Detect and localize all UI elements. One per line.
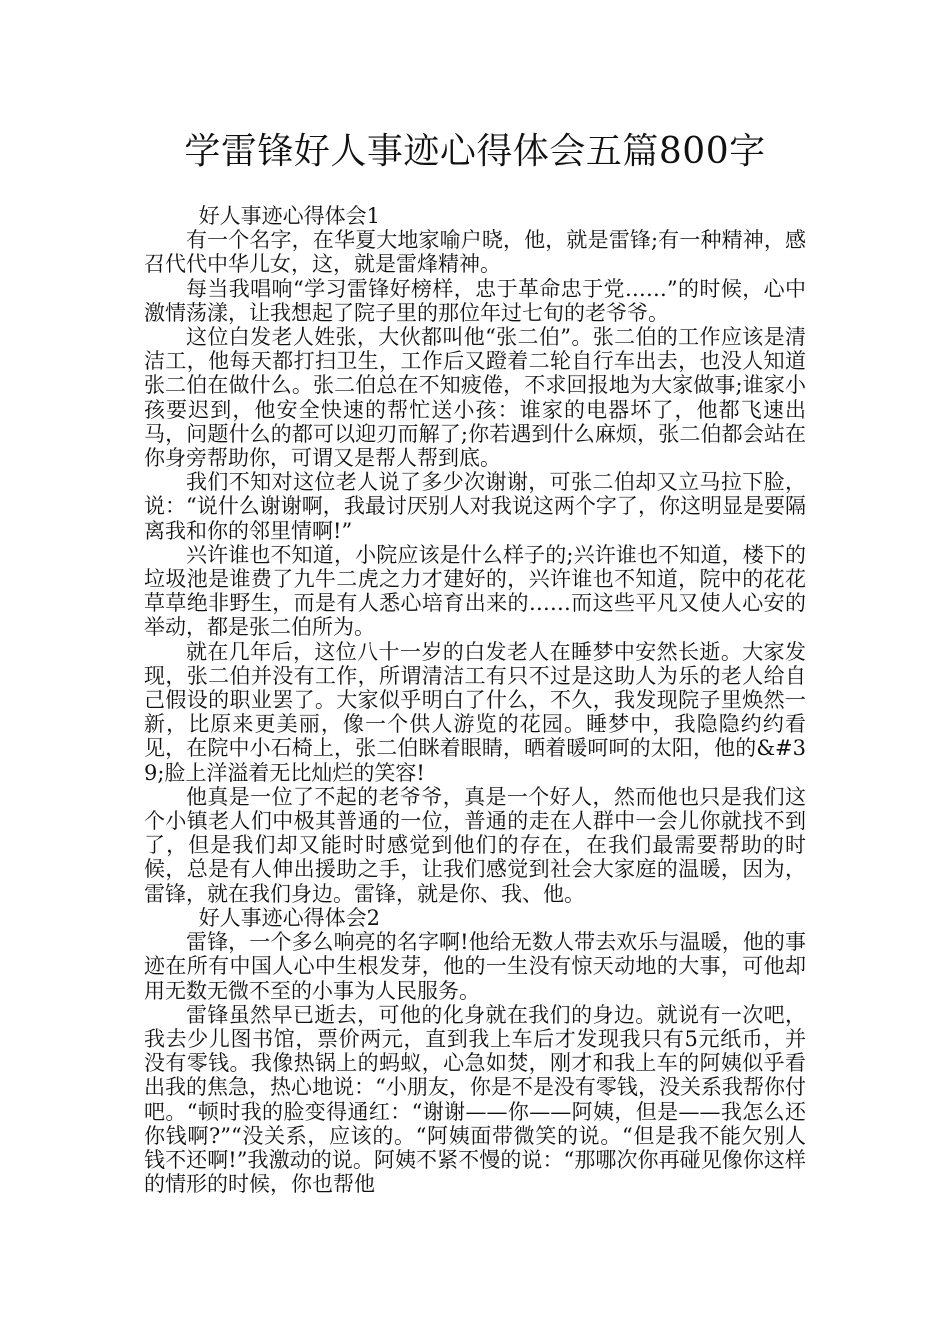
paragraph: 这位白发老人姓张，大伙都叫他“张二伯”。张二伯的工作应该是清洁工，他每天都打扫卫生，工作后又蹬着二轮自行车出去，也没人知道张二伯在做什么。张二伯总在不知疲倦，不求回报地为大家做事;谁家小孩要迟到，他安全快速的帮忙送小孩：谁家的电器坏了，他都飞速出马，问题什么的都可以迎刃而解了;你若遇到什么麻烦，张二伯都会站在你身旁帮助你，可谓又是帮人帮到底。 [144,325,806,471]
section-heading: 好人事迹心得体会1 [198,204,380,228]
section-2 [144,906,806,1196]
paragraph: 每当我唱响“学习雷锋好榜样，忠于革命忠于党……”的时候，心中激情荡漾，让我想起了院子里的那位年过七旬的老爷爷。 [144,276,806,325]
document-title: 学雷锋好人事迹心得体会五篇800字 [184,131,766,172]
paragraph: 兴许谁也不知道，小院应该是什么样子的;兴许谁也不知道，楼下的垃圾池是谁费了九牛二虎之力才建好的，兴许谁也不知道，院中的花花草草绝非野生，而是有人悉心培育出来的……而这些平凡又使人心安的举动，都是张二伯所为。 [144,542,806,640]
paragraph: 就在几年后，这位八十一岁的白发老人在睡梦中安然长逝。大家发现，张二伯并没有工作，所谓清洁工有只不过是这助人为乐的老人给自己假设的职业罢了。大家似乎明白了什么，不久，我发现院子里焕然一新，比原来更美丽，像一个供人游览的花园。睡梦中，我隐隐约约看见，在院中小石椅上，张二伯眯着眼睛，晒着暖呵呵的太阳，他的&#39;脸上洋溢着无比灿烂的笑容! [144,639,806,785]
document-page [144,122,806,1196]
paragraph: 雷锋虽然早已逝去，可他的化身就在我们的身边。就说有一次吧，我去少儿图书馆，票价两元，直到我上车后才发现我只有5元纸币，并没有零钱。我像热锅上的蚂蚁，心急如焚，刚才和我上车的阿姨似乎看出我的焦急，热心地说：“小朋友，你是不是没有零钱，没关系我帮你付吧。“顿时我的脸变得通红：“谢谢——你——阿姨，但是——我怎么还你钱啊?”“没关系，应该的。“阿姨面带微笑的说。“但是我不能欠别人钱不还啊!”我激动的说。阿姨不紧不慢的说：“那哪次你再碰见像你这样的情形的时候，你也帮他 [144,1002,806,1197]
section-1 [144,204,806,906]
paragraph: 有一个名字，在华夏大地家喻户晓，他，就是雷锋;有一种精神，感召代代中华儿女，这，就是雷烽精神。 [144,228,806,277]
paragraph: 雷锋，一个多么响亮的名字啊!他给无数人带去欢乐与温暖，他的事迹在所有中国人心中生根发芽，他的一生没有惊天动地的大事，可他却用无数无微不至的小事为人民服务。 [144,930,806,1003]
paragraph: 我们不知对这位老人说了多少次谢谢，可张二伯却又立马拉下脸，说：“说什么谢谢啊，我最讨厌别人对我说这两个字了，你这明显是要隔离我和你的邻里情啊!” [144,470,806,543]
paragraph: 他真是一位了不起的老爷爷，真是一个好人，然而他也只是我们这个小镇老人们中极其普通的一位，普通的走在人群中一会儿你就找不到了，但是我们却又能时时感觉到他们的存在，在我们最需要帮助的时候，总是有人伸出援助之手，让我们感觉到社会大家庭的温暖，因为，雷锋，就在我们身边。雷锋，就是你、我、他。 [144,784,806,906]
section-heading: 好人事迹心得体会2 [198,905,380,930]
